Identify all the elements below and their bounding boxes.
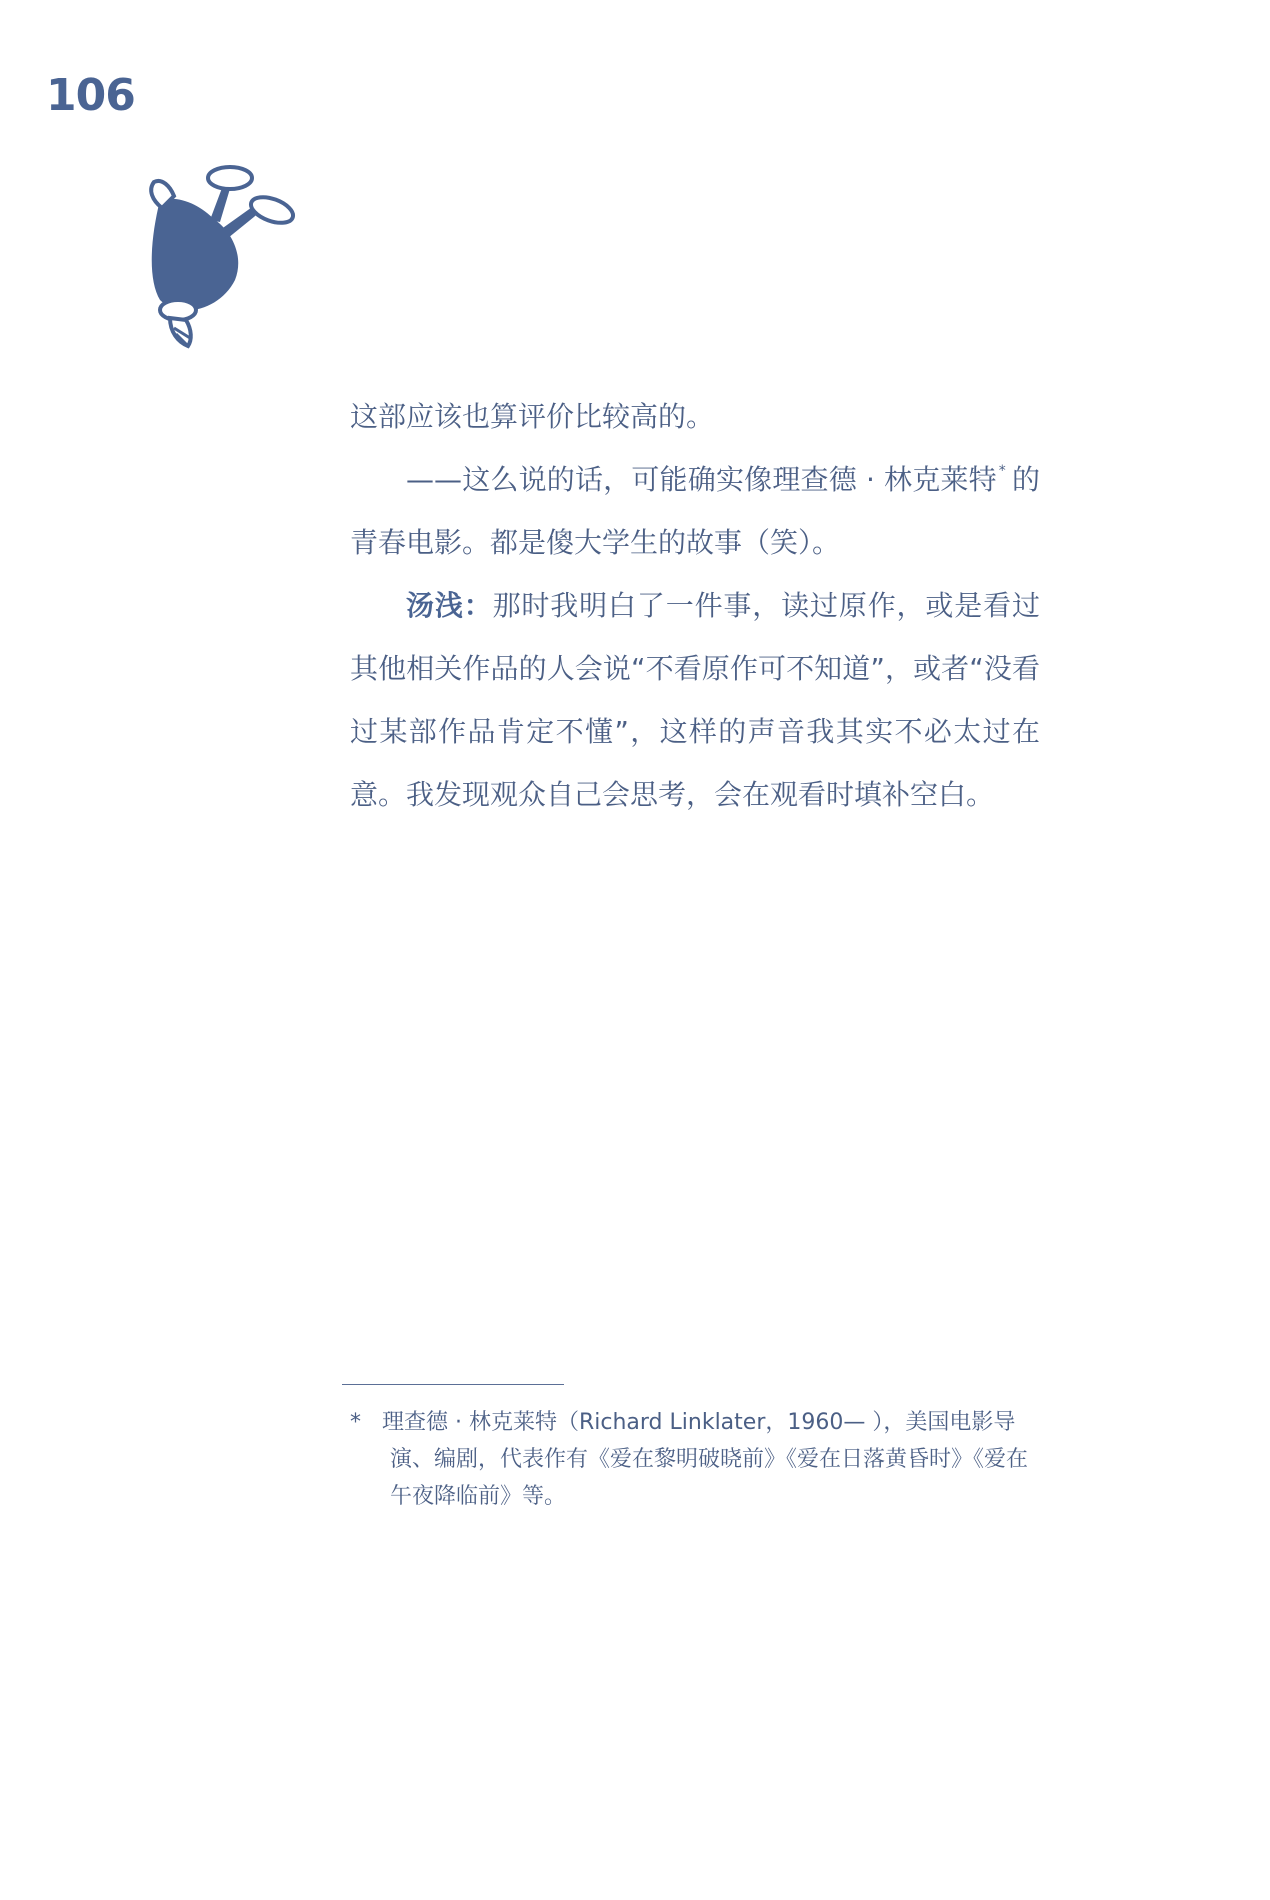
paragraph-1: 这部应该也算评价比较高的。	[350, 400, 715, 433]
footnote-line-1: 理查德 · 林克莱特（Richard Linklater，1960— ），美国电影导	[382, 1410, 1016, 1435]
paragraph-2	[350, 448, 1040, 574]
paragraph-2-text: ——这么说的话，可能确实像理查德 · 林克莱特	[406, 463, 997, 496]
footnote-mark: *	[350, 1410, 361, 1435]
paragraph-3	[350, 574, 1040, 826]
paragraph-3-text: 那时我明白了一件事，读过原作，或是看过其他相关作品的人会说“不看原作可不知道”，或者“没看过某部作品肯定不懂”，这样的声音我其实不必太过在意。我发现观众自己会思考，会在观看时填补空白。	[350, 589, 1040, 811]
paragraph-2-text-continued: 的青春电影。都是傻大学生的故事（笑）。	[350, 463, 1040, 559]
footnote-reference-mark: *	[998, 463, 1006, 479]
speaker-label: 汤浅：	[406, 589, 493, 622]
footnote-divider	[342, 1384, 564, 1385]
footnote-continuation: 演、编剧，代表作有《爱在黎明破晓前》《爱在日落黄昏时》《爱在午夜降临前》等。	[390, 1447, 1029, 1509]
footnote	[350, 1404, 1040, 1515]
body-text	[350, 385, 1040, 826]
footnote-text	[350, 1404, 1040, 1515]
upside-down-figure-icon	[140, 160, 310, 350]
page-number: 106	[46, 70, 135, 121]
